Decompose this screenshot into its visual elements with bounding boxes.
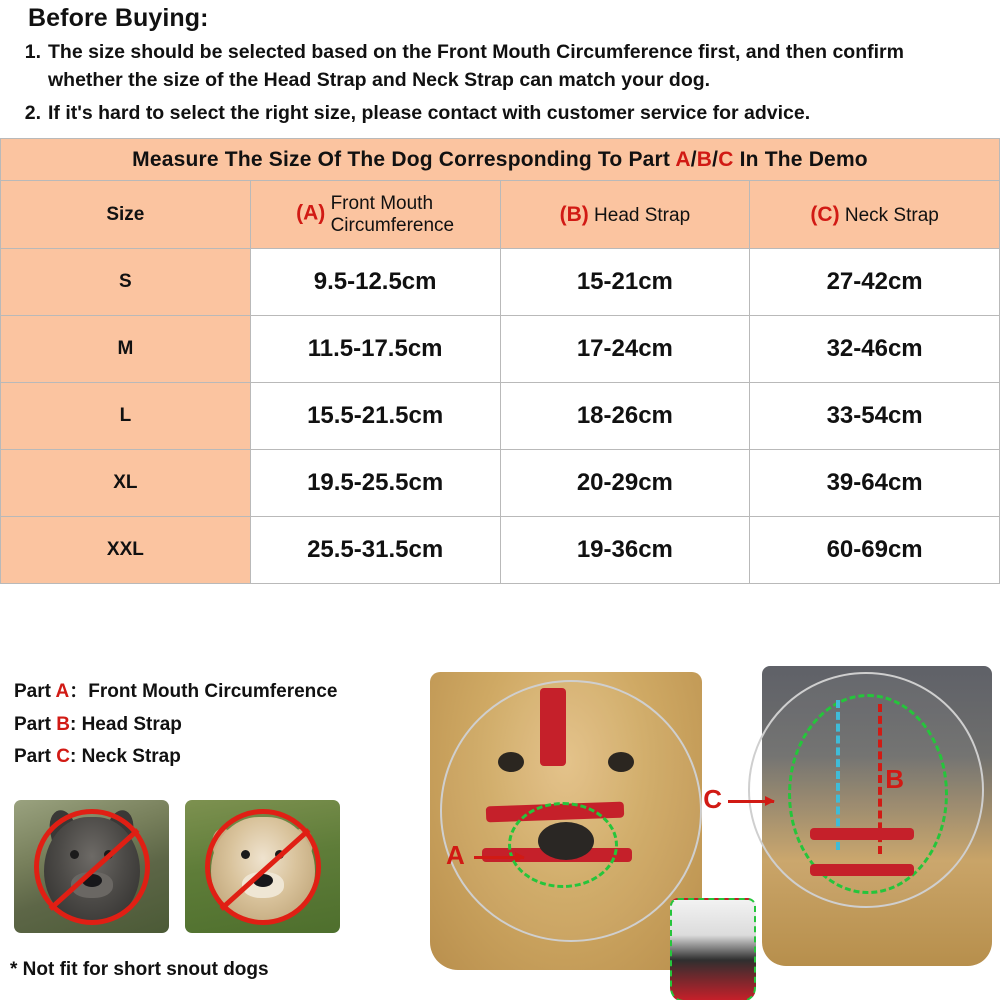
caption-letter-a: A (675, 147, 691, 171)
table-row (1, 383, 1000, 450)
legend-c-letter: C (56, 746, 70, 768)
front-dog-eye-right (608, 752, 634, 772)
caption-post: In The Demo (733, 147, 868, 171)
note-number: 1. (24, 41, 41, 63)
legend-item-a (14, 676, 337, 709)
paren-open-c: ( (810, 202, 818, 226)
page-title: Before Buying: (28, 4, 209, 32)
cell-head-strap: 15-21cm (500, 249, 750, 316)
table-row (1, 249, 1000, 316)
note-text: The size should be selected based on the Front Mouth Circumference first, and then confirm whether the size of the Head Strap and Neck Strap can match your dog. (48, 41, 904, 91)
paren-open-a: ( (296, 201, 304, 225)
product-size-chart-page (0, 4, 1000, 1000)
arrow-to-part-a (474, 856, 524, 859)
cell-size: XL (1, 450, 251, 517)
cell-size: L (1, 383, 251, 450)
table-row (1, 316, 1000, 383)
photo-french-bulldog (14, 800, 169, 933)
cell-neck-strap: 60-69cm (750, 517, 1000, 584)
photo-english-bulldog (185, 800, 340, 933)
caption-letter-c: C (718, 147, 734, 171)
legend-b-prefix: Part (14, 713, 57, 735)
column-header-front-mouth (250, 181, 500, 249)
legend-b-letter: B (56, 713, 70, 735)
paren-close-a: ) (318, 201, 326, 225)
prohibited-icon (205, 809, 321, 925)
column-header-neck-strap (750, 181, 1000, 249)
unsuitable-dog-photos (14, 800, 340, 933)
legend-a-prefix: Part (14, 681, 56, 702)
marker-label-c: C (703, 784, 722, 814)
footnote-text: * Not fit for short snout dogs (10, 959, 269, 980)
head-strap-red-band-vertical (540, 688, 566, 766)
cell-front-mouth: 25.5-31.5cm (250, 517, 500, 584)
demo-illustration (412, 652, 1000, 1000)
column-header-head-strap (500, 181, 750, 249)
legend-item-c (14, 741, 337, 774)
legend-c-suffix: : Neck Strap (69, 746, 181, 768)
cell-head-strap: 18-26cm (500, 383, 750, 450)
product-thumbnail (670, 898, 756, 1000)
side-red-band-lower (810, 864, 914, 876)
caption-pre: Measure The Size Of The Dog Corresponding To Part (132, 147, 676, 171)
letter-b: B (566, 202, 582, 226)
cell-front-mouth: 15.5-21.5cm (250, 383, 500, 450)
cell-front-mouth: 19.5-25.5cm (250, 450, 500, 517)
cell-front-mouth: 11.5-17.5cm (250, 316, 500, 383)
cell-head-strap: 17-24cm (500, 316, 750, 383)
front-mouth-label-line2: Circumference (330, 214, 455, 236)
cell-front-mouth: 9.5-12.5cm (250, 249, 500, 316)
table-header-row (1, 181, 1000, 249)
table-row (1, 450, 1000, 517)
paren-close-c: ) (832, 202, 840, 226)
marker-label-b: B (885, 764, 904, 794)
cell-neck-strap: 33-54cm (750, 383, 1000, 450)
legend-c-prefix: Part (14, 746, 57, 768)
legend-a-letter: A (55, 681, 70, 702)
legend-item-b (14, 709, 337, 742)
table-row (1, 517, 1000, 584)
table-caption-row (1, 139, 1000, 181)
marker-label-a: A (446, 840, 465, 870)
cell-size: S (1, 249, 251, 316)
legend-a-suffix: ：Front Mouth Circumference (69, 681, 338, 702)
prohibited-icon (34, 809, 150, 925)
table-caption (1, 139, 1000, 181)
legend-b-suffix: : Head Strap (69, 713, 182, 735)
cell-head-strap: 19-36cm (500, 517, 750, 584)
caption-letter-b: B (696, 147, 713, 171)
part-legend (14, 676, 337, 774)
cell-head-strap: 20-29cm (500, 450, 750, 517)
cell-size: M (1, 316, 251, 383)
column-header-size: Size (1, 181, 251, 249)
caption-slash-1: / (690, 147, 697, 171)
note-text: If it's hard to select the right size, please contact with customer service for advice. (48, 102, 811, 125)
cell-neck-strap: 32-46cm (750, 316, 1000, 383)
cell-neck-strap: 27-42cm (750, 249, 1000, 316)
buying-notes (22, 39, 976, 128)
neck-strap-label: Neck Strap (844, 204, 939, 226)
note-item (22, 39, 976, 94)
letter-a: A (303, 201, 319, 225)
cell-neck-strap: 39-64cm (750, 450, 1000, 517)
size-table (0, 138, 1000, 584)
letter-c: C (817, 202, 833, 226)
note-item (22, 100, 976, 128)
paren-close-b: ) (581, 202, 589, 226)
head-strap-label: Head Strap (594, 204, 691, 226)
paren-open-b: ( (559, 202, 567, 226)
arrow-to-part-c (728, 800, 774, 803)
side-red-band-upper (810, 828, 914, 840)
front-mouth-label-line1: Front Mouth (330, 193, 434, 215)
note-number: 2. (24, 102, 41, 125)
caption-slash-2: / (712, 147, 719, 171)
cell-size: XXL (1, 517, 251, 584)
front-dog-eye-left (498, 752, 524, 772)
front-dog-nose (538, 822, 594, 860)
